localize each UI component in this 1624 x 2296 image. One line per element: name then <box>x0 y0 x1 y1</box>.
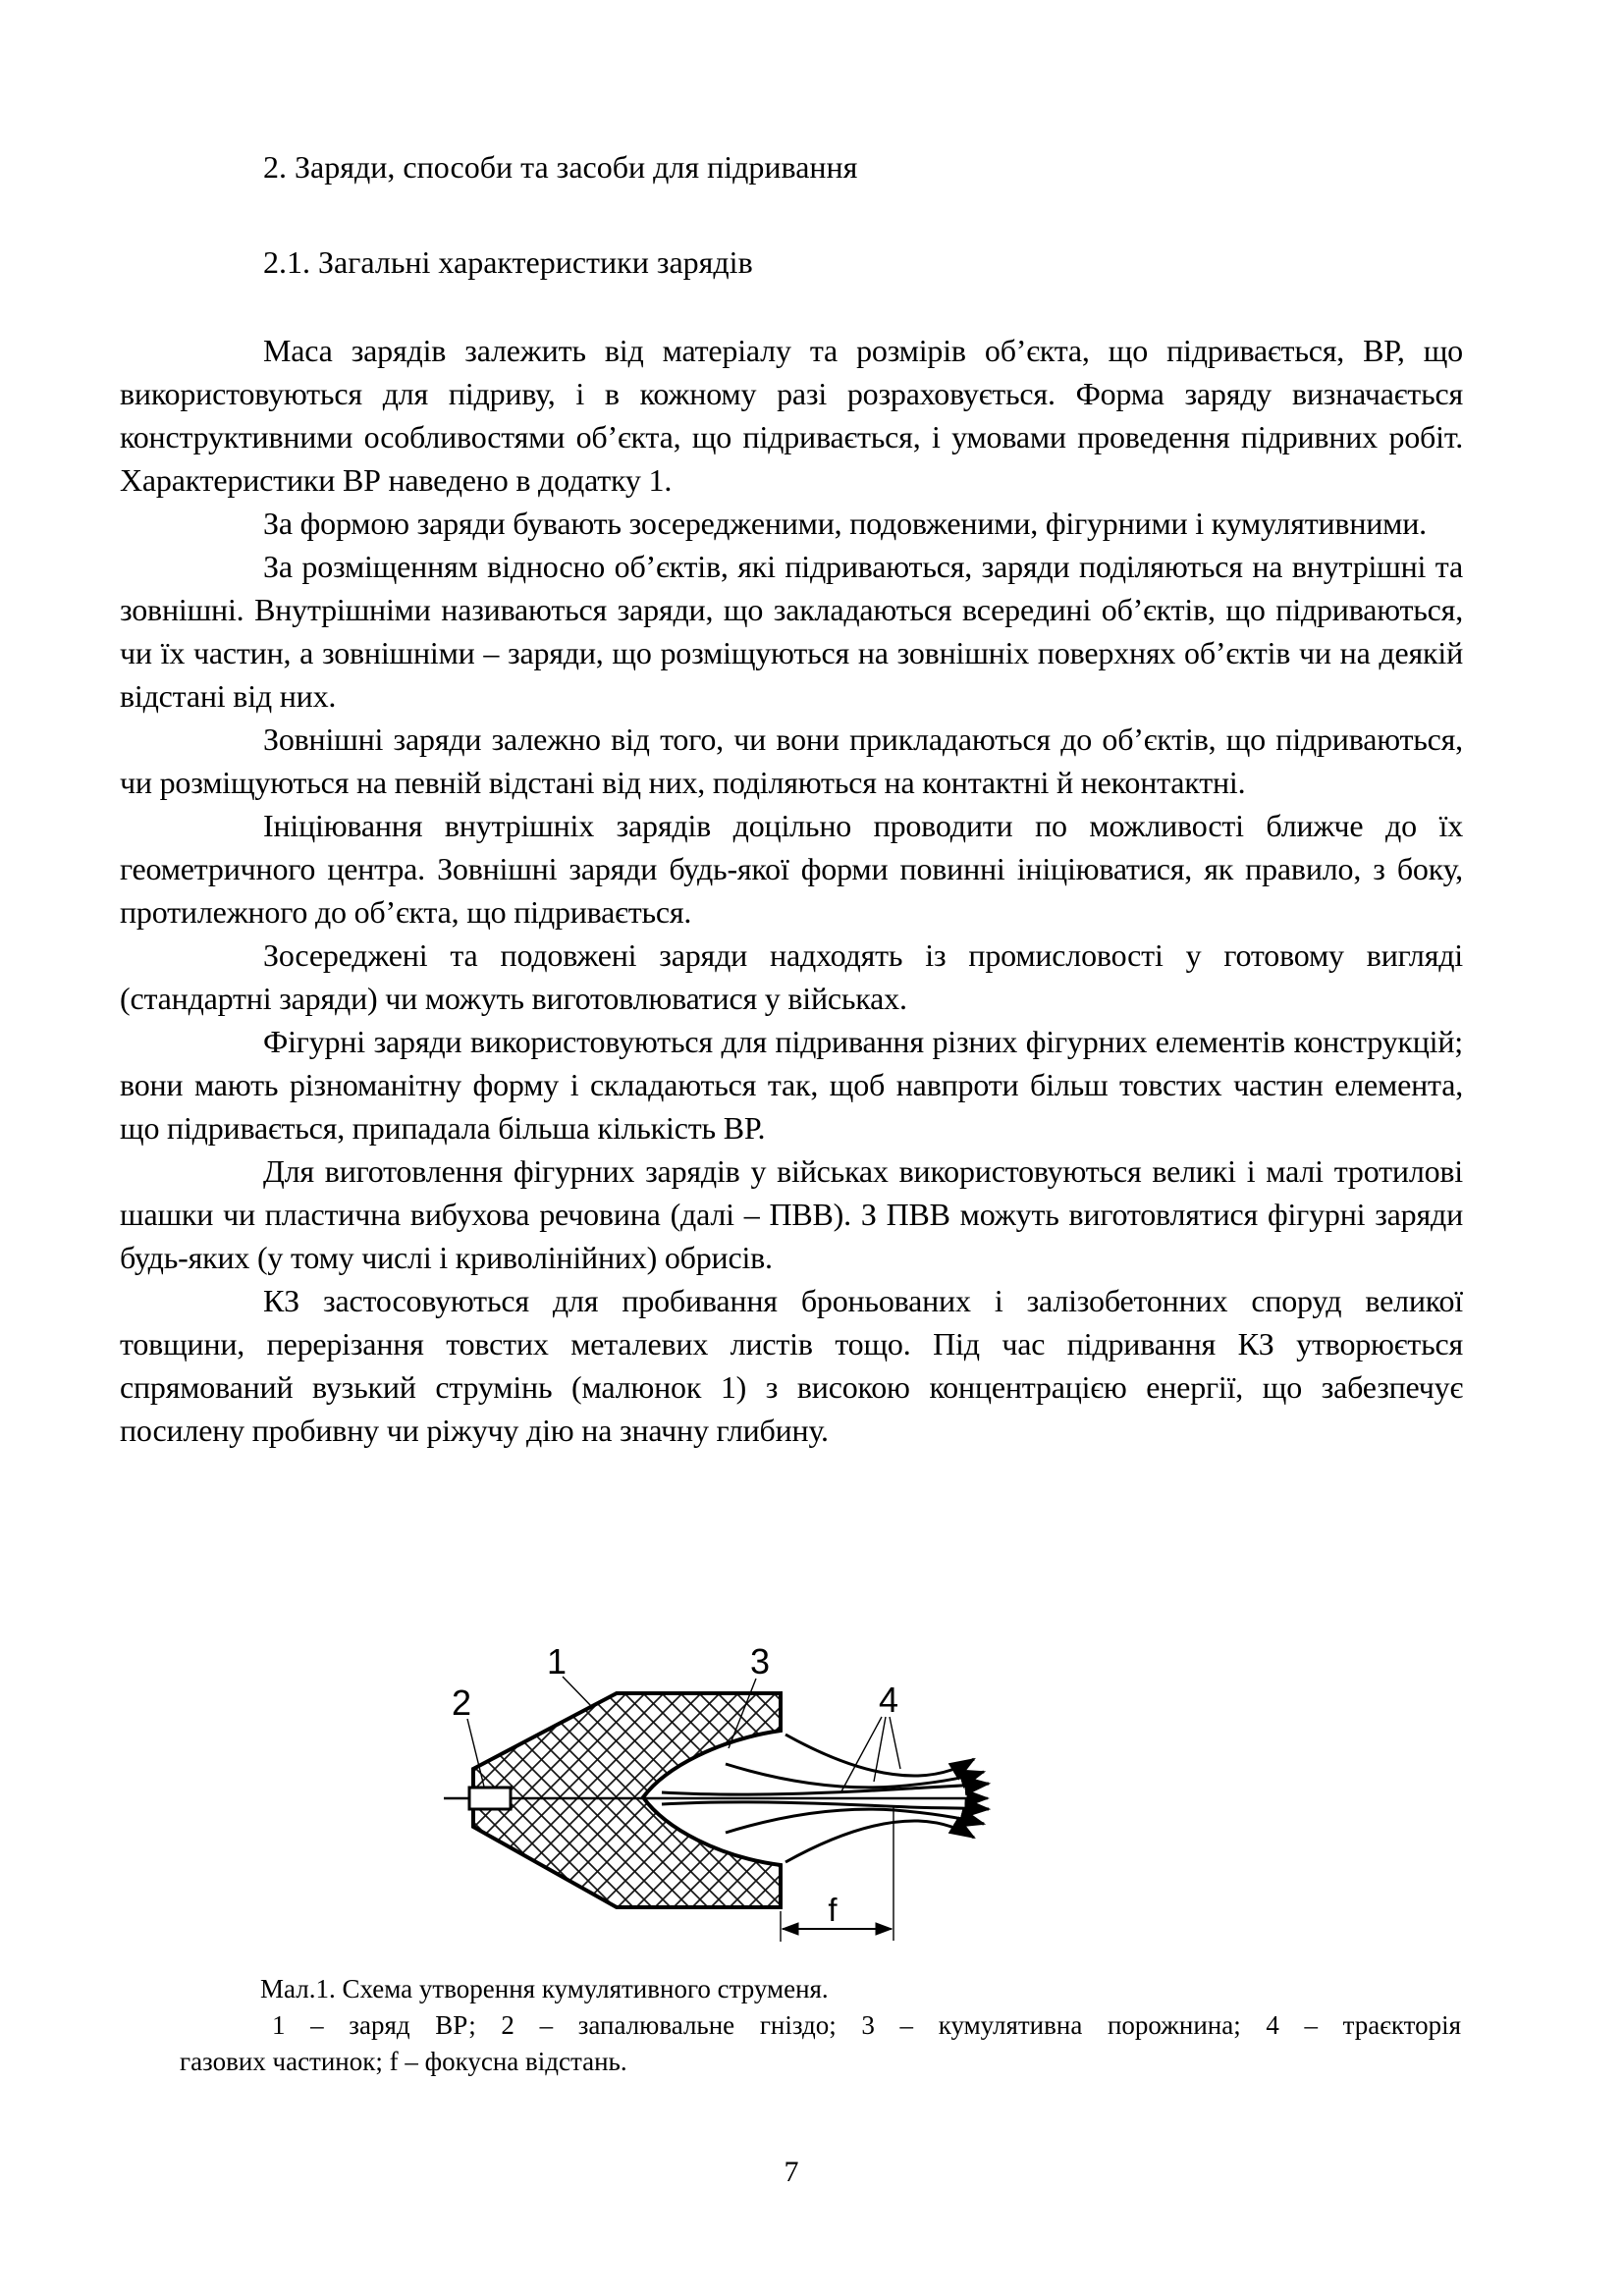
paragraph-external-charges: Зовнішні заряди залежно від того, чи вони прикладаються до об’єктів, що підриваються, чи розміщуються на певній відстані від них, поділяються на контактні й неконтактні. <box>120 721 1463 800</box>
trajectory-lower-outer <box>785 1821 974 1862</box>
paragraph-mass-of-charges: Маса зарядів залежить від матеріалу та розмірів об’єкта, що підривається, ВР, що використовуються для підриву, і в кожному разі розраховується. Форма заряду визначається конструктивними особливостями об’єкта, що підривається, і умовами проведення підривних робіт. Характеристики ВР наведено в додатку 1. <box>120 333 1463 498</box>
trajectory-lower-mid <box>726 1809 984 1833</box>
trajectory-lower-inner <box>662 1802 989 1809</box>
label-cavity: 3 <box>749 1641 771 1682</box>
figure-1 <box>383 1620 1070 1963</box>
paragraph-cumulative-jet: КЗ застосовуються для пробивання броньованих і залізобетонних споруд великої товщини, перерізання товстих металевих листів тощо. Під час підривання КЗ утворюється спрямований вузький струмінь (малюнок 1) з високою концентрацією енергії, що забезпечує посилену пробивну чи ріжучу дію на значну глибину. <box>120 1283 1463 1448</box>
label-charge: 1 <box>546 1641 568 1682</box>
label-focal-distance: f <box>828 1892 838 1928</box>
figure-legend-line-1: 1 – заряд ВР; 2 – запалювальне гніздо; 3 – кумулятивна порожнина; 4 – траєкторія <box>272 2010 1461 2040</box>
paragraph-manufacturing: Для виготовлення фігурних зарядів у військах використовуються великі і малі тротилові шашки чи пластична вибухова речовина (далі – ПВВ). З ПВВ можуть виготовлятися фігурні заряди будь-яких (у тому числі і криволінійних) обрисів. <box>120 1153 1463 1275</box>
detonator-socket <box>469 1788 511 1809</box>
body-text <box>120 329 1463 1452</box>
leader-4c <box>890 1717 900 1769</box>
chapter-heading: 2. Заряди, способи та засоби для підривання <box>263 149 858 185</box>
paragraph-placement: За розміщенням відносно об’єктів, які підриваються, заряди поділяються на внутрішні та зовнішні. Внутрішніми називаються заряди, що закладаються всередині об’єктів, що підриваються, чи їх частин, а зовнішніми – заряди, що розміщуються на зовнішніх поверхнях об’єктів чи на деякій відстані від них. <box>120 549 1463 714</box>
shaped-charge-diagram <box>383 1620 1070 1963</box>
paragraph-standard-charges: Зосереджені та подовжені заряди надходять із промисловості у готовому вигляді (стандартні заряди) чи можуть виготовлюватися у військах. <box>120 937 1463 1016</box>
figure-caption: Мал.1. Схема утворення кумулятивного струменя. <box>260 1974 829 2003</box>
paragraph-initiation: Ініціювання внутрішніх зарядів доцільно проводити по можливості ближче до їх геометричного центра. Зовнішні заряди будь-якої форми повинні ініціюватися, як правило, з боку, протилежного до об’єкта, що підривається. <box>120 808 1463 930</box>
page-number: 7 <box>784 2156 799 2188</box>
section-heading: 2.1. Загальні характеристики зарядів <box>263 244 753 280</box>
label-socket: 2 <box>451 1682 472 1723</box>
text-column <box>120 145 1463 1452</box>
paragraph-charge-shapes: За формою заряди бувають зосередженими, подовженими, фігурними і кумулятивними. <box>263 506 1427 541</box>
label-trajectory: 4 <box>878 1680 899 1720</box>
charge-body-shape <box>473 1693 781 1907</box>
figure-caption-block <box>180 1971 1461 2080</box>
leader-4a <box>841 1717 882 1791</box>
leader-1 <box>563 1677 593 1708</box>
figure-legend-line-2: газових частинок; f – фокусна відстань. <box>180 2047 627 2076</box>
paragraph-figured-charges: Фігурні заряди використовуються для підривання різних фігурних елементів конструкцій; вони мають різноманітну форму і складаються так, щоб навпроти більш товстих частин елемента, що підривається, припадала більша кількість ВР. <box>120 1024 1463 1146</box>
trajectory-upper-outer <box>785 1735 974 1776</box>
